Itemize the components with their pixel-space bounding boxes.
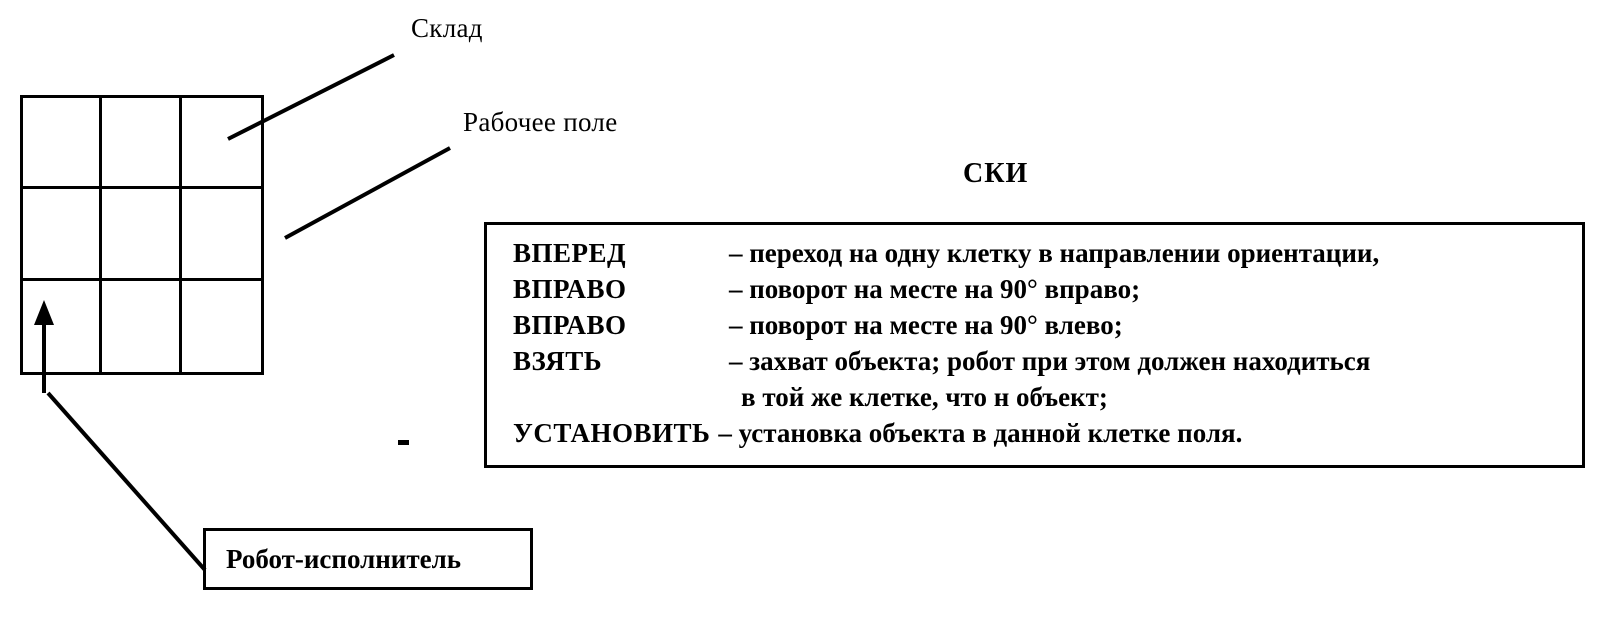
ski-command-row [513, 235, 1568, 271]
ski-command-name: УСТАНОВИТЬ [513, 418, 711, 448]
ski-command-description: – захват объекта; робот при этом должен находиться [729, 346, 1371, 376]
grid-cell [23, 281, 102, 372]
ski-command-description: – установка объекта в данной клетке поля. [718, 418, 1243, 448]
grid-cell [182, 189, 261, 280]
ski-title: СКИ [963, 158, 1029, 189]
ski-command-name: ВПЕРЕД [513, 238, 627, 268]
ski-command-name: ВПРАВО [513, 310, 627, 340]
label-robot: Робот-исполнитель [226, 543, 462, 574]
grid-cell [182, 281, 261, 372]
ski-command-description: – поворот на месте на 90° вправо; [729, 274, 1141, 304]
grid-cell [102, 189, 181, 280]
grid-cell [182, 98, 261, 189]
label-work-field: Рабочее поле [463, 107, 618, 137]
grid-cell [23, 189, 102, 280]
grid-cell [23, 98, 102, 189]
ski-command-row [513, 271, 1568, 307]
grid-cell [102, 98, 181, 189]
ski-command-description: – переход на одну клетку в направлении ориентации, [729, 238, 1380, 268]
ski-command-row [513, 343, 1568, 379]
ski-command-name: ВПРАВО [513, 274, 627, 304]
ski-command-description: – поворот на месте на 90° влево; [729, 310, 1123, 340]
ski-commands-box [484, 222, 1585, 468]
scan-artifact-dash [398, 440, 409, 445]
label-warehouse: Склад [411, 13, 483, 43]
ski-command-row [513, 415, 1568, 451]
ski-command-continuation: в той же клетке, что н объект; [741, 382, 1108, 412]
ski-command-name: ВЗЯТЬ [513, 346, 603, 376]
grid-cell [102, 281, 181, 372]
ski-command-row [513, 307, 1568, 343]
robot-label-box [203, 528, 533, 590]
work-field-grid [20, 95, 264, 375]
